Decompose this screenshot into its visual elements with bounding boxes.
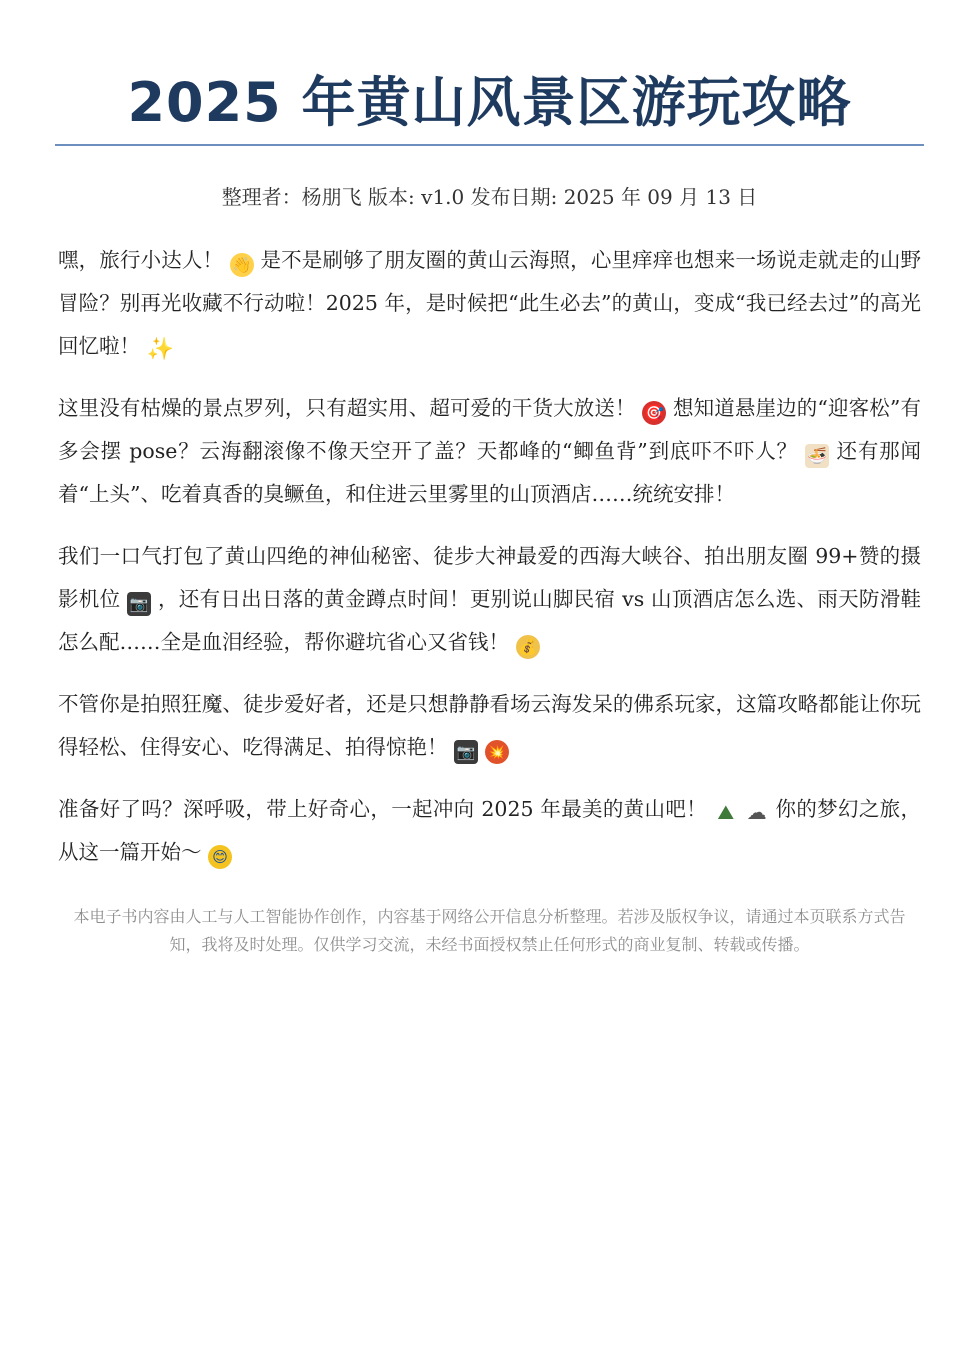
camera-icon: 📷 xyxy=(127,592,151,616)
camera-icon: 📷 xyxy=(454,740,478,764)
disclaimer: 本电子书内容由人工与人工智能协作创作，内容基于网络公开信息分析整理。若涉及版权争议，请通过本页联系方式告知，我将及时处理。仅供学习交流，未经书面授权禁止任何形式的商业复制、转载或传播。 xyxy=(73,907,906,954)
sparkles-icon: ✨ xyxy=(146,337,174,362)
paragraph-text: 你的梦幻之旅，从这一篇开始～ xyxy=(58,797,921,864)
paragraph-intro xyxy=(58,239,921,368)
paragraph-text: 是不是刷够了朋友圈的黄山云海照，心里痒痒也想来一场说走就走的山野冒险？别再光收藏不行动啦！2025 年，是时候把“此生必去”的黄山，变成“我已经去过”的高光回忆啦！ xyxy=(58,248,922,358)
paragraph-text: 不管你是拍照狂魔、徒步爱好者，还是只想静静看场云海发呆的佛系玩家，这篇攻略都能让你玩得轻松、住得安心、吃得满足、拍得惊艳！ xyxy=(58,692,921,759)
paragraph-audience xyxy=(58,683,921,769)
noodle-bowl-icon: 🍜 xyxy=(805,444,829,468)
target-icon: 🎯 xyxy=(642,401,666,425)
paragraph-text: 嘿，旅行小达人！ xyxy=(58,248,224,272)
collision-icon: 💥 xyxy=(485,740,509,764)
title-divider xyxy=(55,144,924,146)
waving-hand-icon: 👋 xyxy=(230,253,254,277)
paragraph-text: 想知道悬崖边的“迎客松”有多会摆 pose？云海翻滚像不像天空开了盖？天都峰的“鲫鱼背”到底吓不吓人？ xyxy=(58,396,921,463)
paragraph-text: 还有那闻着“上头”、吃着真香的臭鳜鱼，和住进云里雾里的山顶酒店……统统安排！ xyxy=(58,439,921,506)
document-meta: 整理者：杨朋飞 版本: v1.0 发布日期: 2025 年 09 月 13 日 xyxy=(221,185,758,209)
money-bag-icon: 💰 xyxy=(516,635,540,659)
paragraph-text: 这里没有枯燥的景点罗列，只有超实用、超可爱的干货大放送！ xyxy=(58,396,636,420)
paragraph-text: ，还有日出日落的黄金蹲点时间！更别说山脚民宿 vs 山顶酒店怎么选、雨天防滑鞋怎么配……全是血泪经验，帮你避坑省心又省钱！ xyxy=(58,587,921,654)
mountain-icon: ⛰ xyxy=(717,800,735,824)
paragraph-text: 准备好了吗？深呼吸，带上好奇心，一起冲向 2025 年最美的黄山吧！ xyxy=(58,797,707,821)
paragraph-text: 我们一口气打包了黄山四绝的神仙秘密、徒步大神最爱的西海大峡谷、拍出朋友圈 99+赞的摄影机位 xyxy=(58,544,921,611)
paragraph-content xyxy=(58,387,921,516)
paragraph-closing xyxy=(58,788,921,874)
cloud-icon: ☁ xyxy=(746,800,767,824)
paragraph-highlights xyxy=(58,535,921,664)
smile-icon: 😊 xyxy=(208,845,232,869)
document-body xyxy=(58,239,921,893)
document-title: 2025 年黄山风景区游玩攻略 xyxy=(127,71,852,134)
